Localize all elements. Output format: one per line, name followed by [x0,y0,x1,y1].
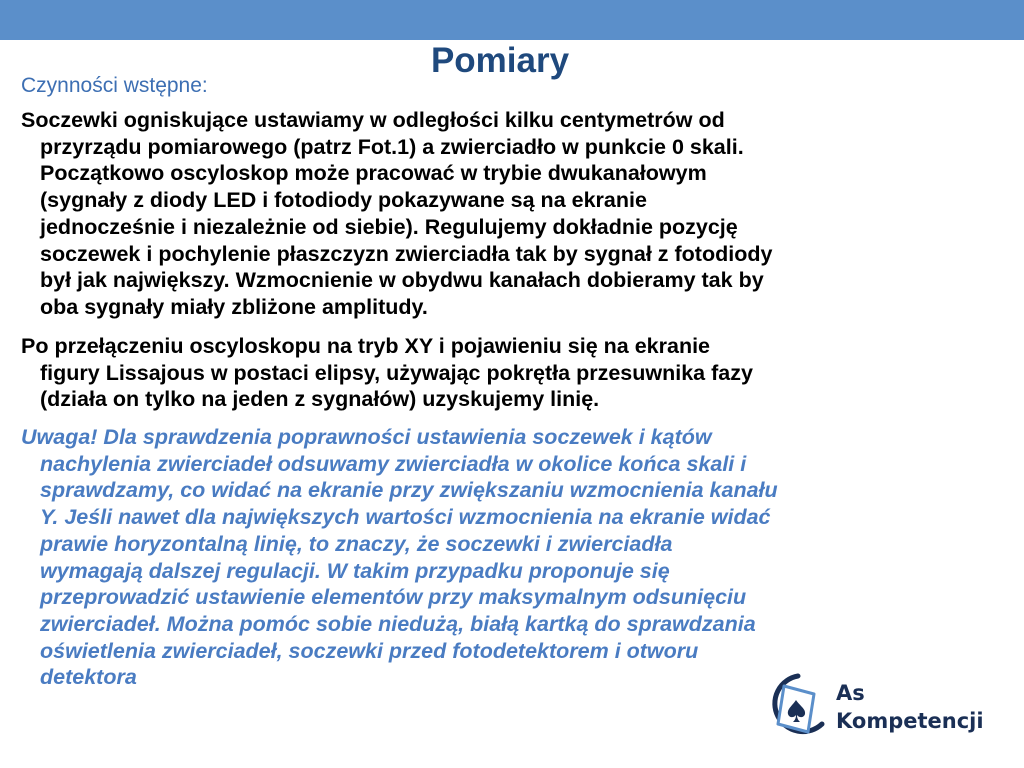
text-line: zwierciadeł. Można pomóc sobie niedużą, białą kartką do sprawdzania [40,611,756,636]
text-line: Y. Jeśli nawet dla największych wartości wzmocnienia na ekranie widać [40,505,771,530]
text-line: figury Lissajous w postaci elipsy, używając pokrętła przesuwnika fazy [40,360,753,385]
text-line: Soczewki ogniskujące ustawiamy w odległości kilku centymetrów od [21,108,725,132]
text-line: prawie horyzontalną linię, to znaczy, że soczewki i zwierciadła [40,531,673,556]
top-band [0,0,1024,40]
text-line: (sygnały z diody LED i fotodiody pokazywane są na ekranie [40,188,647,213]
logo-text-as: As [836,681,865,705]
text-line: jednocześnie i niezależnie od siebie). Regulujemy dokładnie pozycję [40,214,738,239]
text-line: oba sygnały miały zbliżone amplitudy. [40,294,428,319]
paragraph-note [21,424,1024,691]
paragraph-xy-mode [21,333,1024,413]
text-line: Uwaga! Dla sprawdzenia poprawności ustawienia soczewek i kątów [21,425,712,449]
slide-title: Pomiary [430,41,570,80]
text-line: soczewek i pochylenie płaszczyzn zwierciadła tak by sygnał z fotodiody [40,241,773,266]
text-line: (działa on tylko na jeden z sygnałów) uzyskujemy linię. [40,387,600,412]
text-line: sprawdzamy, co widać na ekranie przy zwiększaniu wzmocnienia kanału [40,478,778,503]
text-line: był jak największy. Wzmocnienie w obydwu kanałach dobieramy tak by [40,268,764,293]
logo [770,672,1000,748]
logo-text-kompetencji: Kompetencji [836,709,984,733]
paragraph-setup [21,107,1024,321]
text-line: przyrządu pomiarowego (patrz Fot.1) a zwierciadło w punkcie 0 skali. [40,134,744,159]
text-line: przeprowadzić ustawienie elementów przy maksymalnym odsunięciu [40,585,747,610]
text-line: Początkowo oscyloskop może pracować w trybie dwukanałowym [40,161,707,186]
text-line: wymagają dalszej regulacji. W takim przypadku proponuje się [40,558,670,583]
slide-subtitle: Czynności wstępne: [21,74,208,97]
text-line: oświetlenia zwierciadeł, soczewki przed fotodetektorem i otworu [40,638,699,663]
text-line: detektora [40,665,137,690]
text-line: Po przełączeniu oscyloskopu na tryb XY i pojawieniu się na ekranie [21,334,711,358]
spade-emblem-icon [770,672,834,742]
text-line: nachylenia zwierciadeł odsuwamy zwierciadła w okolice końca skali i [40,451,747,476]
